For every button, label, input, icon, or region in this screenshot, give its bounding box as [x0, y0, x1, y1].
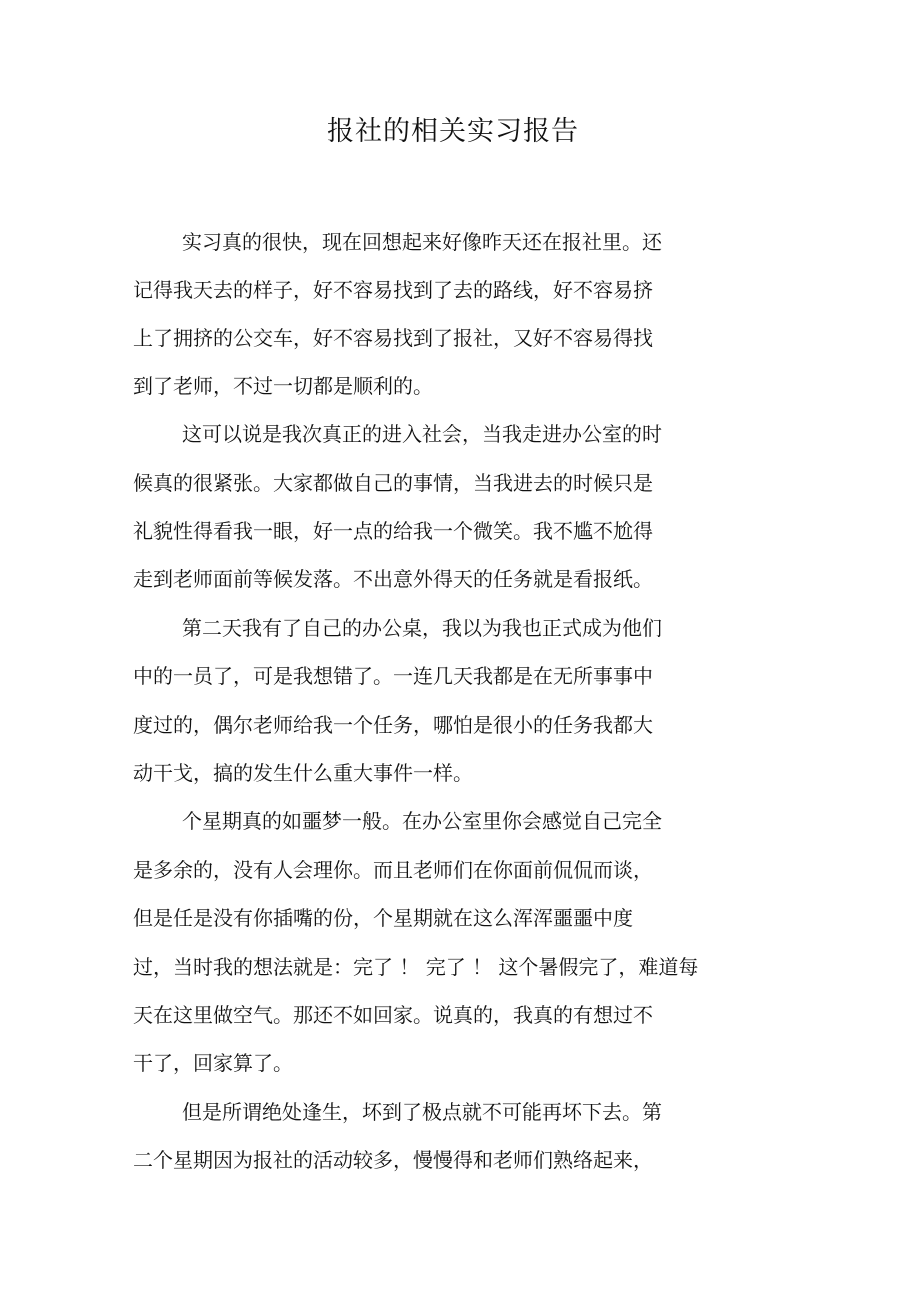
paragraph-line: 这可以说是我次真正的进入社会，当我走进办公室的时	[182, 422, 662, 446]
paragraph-line: 到了老师，不过一切都是顺利的。	[133, 374, 433, 398]
paragraph-line: 但是任是没有你插嘴的份，个星期就在这么浑浑噩噩中度	[133, 906, 633, 930]
paragraph-line: 上了拥挤的公交车，好不容易找到了报社，又好不容易得找	[133, 326, 653, 350]
paragraph-line: 是多余的，没有人会理你。而且老师们在你面前侃侃而谈，	[133, 858, 653, 882]
paragraph-line: 中的一员了，可是我想错了。一连几天我都是在无所事事中	[133, 664, 653, 688]
paragraph-line: 二个星期因为报社的活动较多，慢慢得和老师们熟络起来，	[133, 1148, 653, 1172]
paragraph-line: 但是所谓绝处逢生，坏到了极点就不可能再坏下去。第	[182, 1100, 662, 1124]
paragraph-line: 干了，回家算了。	[133, 1051, 293, 1075]
paragraph-line: 走到老师面前等候发落。不出意外得天的任务就是看报纸。	[133, 567, 653, 591]
paragraph-line: 天在这里做空气。那还不如回家。说真的，我真的有想过不	[133, 1003, 653, 1027]
paragraph-line: 第二天我有了自己的办公桌，我以为我也正式成为他们	[182, 616, 662, 640]
paragraph-line: 个星期真的如噩梦一般。在办公室里你会感觉自己完全	[182, 809, 662, 833]
paragraph-line: 过，当时我的想法就是：完了 ！ 完了 ！ 这个暑假完了，难道每	[133, 955, 699, 979]
paragraph-line: 候真的很紧张。大家都做自己的事情，当我进去的时候只是	[133, 471, 653, 495]
paragraph-line: 实习真的很快，现在回想起来好像昨天还在报社里。还	[182, 230, 662, 254]
document-title: 报社的相关实习报告	[327, 116, 579, 147]
paragraph-line: 礼貌性得看我一眼，好一点的给我一个微笑。我不尴不尬得	[133, 519, 653, 543]
paragraph-line: 度过的，偶尔老师给我一个任务，哪怕是很小的任务我都大	[133, 713, 653, 737]
paragraph-line: 记得我天去的样子，好不容易找到了去的路线，好不容易挤	[133, 278, 653, 302]
paragraph-line: 动干戈，搞的发生什么重大事件一样。	[133, 761, 473, 785]
